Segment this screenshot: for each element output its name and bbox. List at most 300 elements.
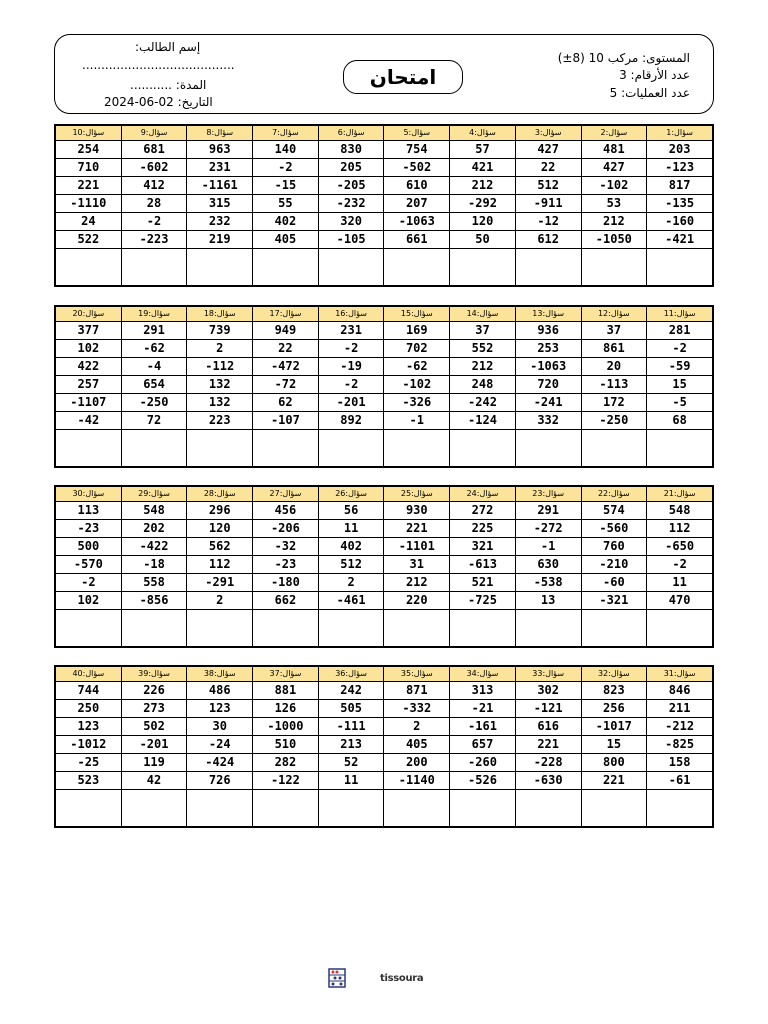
number-cell: -201 <box>121 736 187 754</box>
number-cell: -526 <box>450 772 516 790</box>
number-cell: -2 <box>647 340 713 358</box>
question-label: سؤال:27 <box>253 487 319 502</box>
answer-cell[interactable] <box>318 790 384 827</box>
number-cell: 315 <box>187 195 253 213</box>
number-cell: -111 <box>318 718 384 736</box>
answer-cell[interactable] <box>187 790 253 827</box>
number-cell: 11 <box>318 772 384 790</box>
number-cell: -2 <box>253 159 319 177</box>
number-cell: -630 <box>515 772 581 790</box>
number-cell: -228 <box>515 754 581 772</box>
number-cell: -291 <box>187 574 253 592</box>
number-cell: -421 <box>647 231 713 249</box>
number-cell: -1000 <box>253 718 319 736</box>
number-cell: 256 <box>581 700 647 718</box>
number-cell: 223 <box>187 412 253 430</box>
number-cell: 273 <box>121 700 187 718</box>
number-cell: -856 <box>121 592 187 610</box>
number-cell: 72 <box>121 412 187 430</box>
number-cell: 250 <box>56 700 122 718</box>
number-cell: 574 <box>581 502 647 520</box>
answer-cell[interactable] <box>647 790 713 827</box>
number-cell: 522 <box>56 231 122 249</box>
number-cell: -2 <box>56 574 122 592</box>
number-cell: 2 <box>187 592 253 610</box>
number-cell: 226 <box>121 682 187 700</box>
answer-row <box>56 790 713 827</box>
level-row <box>558 51 690 65</box>
number-cell: -332 <box>384 700 450 718</box>
number-cell: 158 <box>647 754 713 772</box>
number-cell: 830 <box>318 141 384 159</box>
question-block-1 <box>54 124 714 287</box>
number-cell: 871 <box>384 682 450 700</box>
number-cell: 846 <box>647 682 713 700</box>
number-cell: 13 <box>515 592 581 610</box>
question-label: سؤال:7 <box>253 126 319 141</box>
number-cell: 332 <box>515 412 581 430</box>
student-name-label: إسم الطالب: <box>135 40 201 54</box>
exam-title: امتحان <box>343 60 463 94</box>
question-label: سؤال:3 <box>515 126 581 141</box>
number-cell: 739 <box>187 322 253 340</box>
abacus-icon <box>328 968 346 988</box>
number-cell: 320 <box>318 213 384 231</box>
number-cell: 402 <box>253 213 319 231</box>
question-label: سؤال:18 <box>187 307 253 322</box>
number-cell: -1107 <box>56 394 122 412</box>
number-cell: 24 <box>56 213 122 231</box>
question-label: سؤال:14 <box>450 307 516 322</box>
number-cell: -15 <box>253 177 319 195</box>
number-row <box>56 592 713 610</box>
question-table <box>55 666 713 827</box>
number-cell: 221 <box>56 177 122 195</box>
number-cell: -23 <box>56 520 122 538</box>
number-cell: 291 <box>515 502 581 520</box>
ops-row <box>610 86 690 100</box>
number-cell: -62 <box>121 340 187 358</box>
question-label: سؤال:15 <box>384 307 450 322</box>
number-cell: -461 <box>318 592 384 610</box>
number-cell: 412 <box>121 177 187 195</box>
digits-value: 3 <box>619 68 627 82</box>
question-label: سؤال:2 <box>581 126 647 141</box>
number-cell: -825 <box>647 736 713 754</box>
number-cell: -326 <box>384 394 450 412</box>
question-label: سؤال:4 <box>450 126 516 141</box>
number-cell: -502 <box>384 159 450 177</box>
number-cell: 562 <box>187 538 253 556</box>
answer-cell[interactable] <box>581 610 647 647</box>
duration-label: المدة: <box>175 78 207 92</box>
number-cell: 612 <box>515 231 581 249</box>
answer-cell[interactable] <box>253 430 319 467</box>
number-cell: 30 <box>187 718 253 736</box>
question-block-2 <box>54 305 714 468</box>
number-cell: -321 <box>581 592 647 610</box>
question-label: سؤال:38 <box>187 667 253 682</box>
answer-cell[interactable] <box>384 430 450 467</box>
number-cell: 172 <box>581 394 647 412</box>
number-row <box>56 520 713 538</box>
question-header-row <box>56 307 713 322</box>
number-cell: 512 <box>515 177 581 195</box>
number-cell: 52 <box>318 754 384 772</box>
duration-row <box>130 78 206 92</box>
question-label: سؤال:31 <box>647 667 713 682</box>
answer-cell[interactable] <box>515 610 581 647</box>
number-cell: 213 <box>318 736 384 754</box>
number-cell: 610 <box>384 177 450 195</box>
number-cell: -32 <box>253 538 319 556</box>
number-cell: -161 <box>450 718 516 736</box>
number-cell: -42 <box>56 412 122 430</box>
answer-cell[interactable] <box>581 790 647 827</box>
question-label: سؤال:19 <box>121 307 187 322</box>
number-row <box>56 754 713 772</box>
answer-cell[interactable] <box>121 610 187 647</box>
answer-cell[interactable] <box>318 430 384 467</box>
answer-cell[interactable] <box>450 790 516 827</box>
number-cell: 53 <box>581 195 647 213</box>
question-table <box>55 486 713 647</box>
number-cell: -206 <box>253 520 319 538</box>
number-cell: 548 <box>647 502 713 520</box>
number-cell: -1 <box>515 538 581 556</box>
number-cell: 57 <box>450 141 516 159</box>
number-cell: -250 <box>121 394 187 412</box>
number-row <box>56 574 713 592</box>
number-row <box>56 502 713 520</box>
question-label: سؤال:5 <box>384 126 450 141</box>
number-cell: -21 <box>450 700 516 718</box>
number-cell: 702 <box>384 340 450 358</box>
number-cell: 2 <box>187 340 253 358</box>
answer-cell[interactable] <box>515 430 581 467</box>
number-cell: -201 <box>318 394 384 412</box>
question-label: سؤال:24 <box>450 487 516 502</box>
question-label: سؤال:20 <box>56 307 122 322</box>
number-cell: -223 <box>121 231 187 249</box>
answer-row <box>56 610 713 647</box>
answer-cell[interactable] <box>56 249 122 286</box>
question-label: سؤال:30 <box>56 487 122 502</box>
number-cell: 720 <box>515 376 581 394</box>
number-cell: -107 <box>253 412 319 430</box>
number-cell: 126 <box>253 700 319 718</box>
number-row <box>56 141 713 159</box>
answer-cell[interactable] <box>647 610 713 647</box>
number-cell: 291 <box>121 322 187 340</box>
number-cell: 881 <box>253 682 319 700</box>
number-row <box>56 358 713 376</box>
answer-row <box>56 249 713 286</box>
number-cell: 120 <box>450 213 516 231</box>
number-row <box>56 538 713 556</box>
question-header-row <box>56 667 713 682</box>
number-cell: 207 <box>384 195 450 213</box>
number-cell: -1140 <box>384 772 450 790</box>
question-label: سؤال:29 <box>121 487 187 502</box>
number-cell: 272 <box>450 502 516 520</box>
number-cell: -12 <box>515 213 581 231</box>
number-cell: -570 <box>56 556 122 574</box>
number-cell: 212 <box>450 358 516 376</box>
number-cell: 31 <box>384 556 450 574</box>
answer-cell[interactable] <box>121 249 187 286</box>
number-row <box>56 177 713 195</box>
answer-cell[interactable] <box>318 610 384 647</box>
question-label: سؤال:39 <box>121 667 187 682</box>
number-cell: 113 <box>56 502 122 520</box>
number-cell: 710 <box>56 159 122 177</box>
number-cell: -1161 <box>187 177 253 195</box>
number-cell: -2 <box>318 340 384 358</box>
answer-cell[interactable] <box>515 249 581 286</box>
question-label: سؤال:34 <box>450 667 516 682</box>
number-cell: 510 <box>253 736 319 754</box>
duration-field[interactable]: ........... <box>130 78 172 92</box>
number-cell: -538 <box>515 574 581 592</box>
question-label: سؤال:32 <box>581 667 647 682</box>
number-cell: 558 <box>121 574 187 592</box>
answer-cell[interactable] <box>121 790 187 827</box>
number-cell: -241 <box>515 394 581 412</box>
number-cell: 11 <box>318 520 384 538</box>
number-cell: 221 <box>515 736 581 754</box>
question-label: سؤال:12 <box>581 307 647 322</box>
number-cell: 892 <box>318 412 384 430</box>
answer-cell[interactable] <box>581 430 647 467</box>
number-cell: 62 <box>253 394 319 412</box>
answer-cell[interactable] <box>384 610 450 647</box>
number-cell: 2 <box>318 574 384 592</box>
answer-cell[interactable] <box>515 790 581 827</box>
number-cell: 123 <box>56 718 122 736</box>
number-cell: 22 <box>515 159 581 177</box>
number-cell: 760 <box>581 538 647 556</box>
number-cell: -180 <box>253 574 319 592</box>
number-cell: -113 <box>581 376 647 394</box>
question-label: سؤال:22 <box>581 487 647 502</box>
number-cell: -212 <box>647 718 713 736</box>
number-cell: -424 <box>187 754 253 772</box>
answer-cell[interactable] <box>187 249 253 286</box>
answer-cell[interactable] <box>581 249 647 286</box>
answer-cell[interactable] <box>56 430 122 467</box>
answer-cell[interactable] <box>56 610 122 647</box>
number-cell: -613 <box>450 556 516 574</box>
question-label: سؤال:21 <box>647 487 713 502</box>
student-name-field[interactable]: ........................................ <box>82 58 235 72</box>
number-cell: 22 <box>253 340 319 358</box>
number-cell: 405 <box>253 231 319 249</box>
number-cell: -123 <box>647 159 713 177</box>
number-cell: 221 <box>384 520 450 538</box>
number-cell: 681 <box>121 141 187 159</box>
number-cell: -25 <box>56 754 122 772</box>
level-value: مركب 10 (8±) <box>557 51 639 65</box>
number-cell: -61 <box>647 772 713 790</box>
number-cell: 248 <box>450 376 516 394</box>
number-cell: -232 <box>318 195 384 213</box>
number-cell: 521 <box>450 574 516 592</box>
number-cell: 220 <box>384 592 450 610</box>
number-cell: 253 <box>515 340 581 358</box>
number-cell: -2 <box>318 376 384 394</box>
number-cell: -1017 <box>581 718 647 736</box>
number-cell: 123 <box>187 700 253 718</box>
number-cell: -135 <box>647 195 713 213</box>
number-cell: 221 <box>581 772 647 790</box>
number-cell: 37 <box>450 322 516 340</box>
number-cell: -602 <box>121 159 187 177</box>
number-cell: 102 <box>56 592 122 610</box>
number-row <box>56 340 713 358</box>
number-cell: 212 <box>384 574 450 592</box>
number-row <box>56 412 713 430</box>
number-cell: -1050 <box>581 231 647 249</box>
number-cell: 744 <box>56 682 122 700</box>
number-row <box>56 195 713 213</box>
answer-cell[interactable] <box>253 610 319 647</box>
question-label: سؤال:40 <box>56 667 122 682</box>
number-cell: -260 <box>450 754 516 772</box>
number-cell: -472 <box>253 358 319 376</box>
answer-cell[interactable] <box>253 790 319 827</box>
number-cell: 225 <box>450 520 516 538</box>
number-cell: -422 <box>121 538 187 556</box>
number-cell: 456 <box>253 502 319 520</box>
number-row <box>56 700 713 718</box>
answer-cell[interactable] <box>187 610 253 647</box>
number-cell: 823 <box>581 682 647 700</box>
question-label: سؤال:13 <box>515 307 581 322</box>
answer-cell[interactable] <box>253 249 319 286</box>
number-cell: -62 <box>384 358 450 376</box>
number-cell: 2 <box>384 718 450 736</box>
number-cell: -2 <box>121 213 187 231</box>
number-cell: 861 <box>581 340 647 358</box>
number-row <box>56 772 713 790</box>
ops-label: عدد العمليات: <box>621 86 690 100</box>
number-cell: 481 <box>581 141 647 159</box>
number-cell: -292 <box>450 195 516 213</box>
number-cell: 20 <box>581 358 647 376</box>
brand-name: tissoura <box>380 972 424 984</box>
number-cell: 421 <box>450 159 516 177</box>
number-cell: 662 <box>253 592 319 610</box>
number-cell: -124 <box>450 412 516 430</box>
answer-cell[interactable] <box>187 430 253 467</box>
footer <box>328 968 423 988</box>
number-row <box>56 159 713 177</box>
question-table <box>55 306 713 467</box>
number-cell: -122 <box>253 772 319 790</box>
number-cell: -23 <box>253 556 319 574</box>
number-cell: -59 <box>647 358 713 376</box>
answer-cell[interactable] <box>318 249 384 286</box>
number-cell: 754 <box>384 141 450 159</box>
number-cell: 936 <box>515 322 581 340</box>
number-cell: 661 <box>384 231 450 249</box>
number-cell: -1 <box>384 412 450 430</box>
answer-cell[interactable] <box>647 430 713 467</box>
number-cell: 377 <box>56 322 122 340</box>
number-cell: 548 <box>121 502 187 520</box>
number-cell: -102 <box>384 376 450 394</box>
answer-cell[interactable] <box>450 430 516 467</box>
number-cell: 112 <box>647 520 713 538</box>
number-cell: -1063 <box>384 213 450 231</box>
answer-cell[interactable] <box>121 430 187 467</box>
answer-cell[interactable] <box>384 790 450 827</box>
number-cell: 726 <box>187 772 253 790</box>
number-cell: 37 <box>581 322 647 340</box>
number-cell: 232 <box>187 213 253 231</box>
number-cell: 470 <box>647 592 713 610</box>
number-cell: 212 <box>450 177 516 195</box>
number-cell: 657 <box>450 736 516 754</box>
number-cell: 800 <box>581 754 647 772</box>
question-block-3 <box>54 485 714 648</box>
question-label: سؤال:17 <box>253 307 319 322</box>
number-cell: -160 <box>647 213 713 231</box>
number-cell: 254 <box>56 141 122 159</box>
number-cell: 422 <box>56 358 122 376</box>
number-cell: 212 <box>581 213 647 231</box>
question-label: سؤال:25 <box>384 487 450 502</box>
answer-cell[interactable] <box>384 249 450 286</box>
number-row <box>56 556 713 574</box>
number-cell: 119 <box>121 754 187 772</box>
number-cell: 200 <box>384 754 450 772</box>
number-cell: 552 <box>450 340 516 358</box>
ops-value: 5 <box>609 86 618 100</box>
number-cell: 132 <box>187 394 253 412</box>
number-cell: -210 <box>581 556 647 574</box>
question-label: سؤال:36 <box>318 667 384 682</box>
digits-row <box>619 68 690 82</box>
digits-label: عدد الأرقام: <box>630 68 690 82</box>
answer-cell[interactable] <box>56 790 122 827</box>
number-cell: 654 <box>121 376 187 394</box>
answer-cell[interactable] <box>450 249 516 286</box>
answer-cell[interactable] <box>647 249 713 286</box>
number-cell: 28 <box>121 195 187 213</box>
number-cell: -242 <box>450 394 516 412</box>
number-cell: -250 <box>581 412 647 430</box>
number-cell: 242 <box>318 682 384 700</box>
number-cell: 50 <box>450 231 516 249</box>
number-cell: -205 <box>318 177 384 195</box>
number-cell: 257 <box>56 376 122 394</box>
question-label: سؤال:11 <box>647 307 713 322</box>
number-cell: 505 <box>318 700 384 718</box>
number-cell: 102 <box>56 340 122 358</box>
number-cell: 512 <box>318 556 384 574</box>
number-row <box>56 231 713 249</box>
question-label: سؤال:1 <box>647 126 713 141</box>
number-cell: 963 <box>187 141 253 159</box>
number-cell: 140 <box>253 141 319 159</box>
question-label: سؤال:26 <box>318 487 384 502</box>
number-cell: 55 <box>253 195 319 213</box>
number-cell: 321 <box>450 538 516 556</box>
answer-cell[interactable] <box>450 610 516 647</box>
question-header-row <box>56 126 713 141</box>
